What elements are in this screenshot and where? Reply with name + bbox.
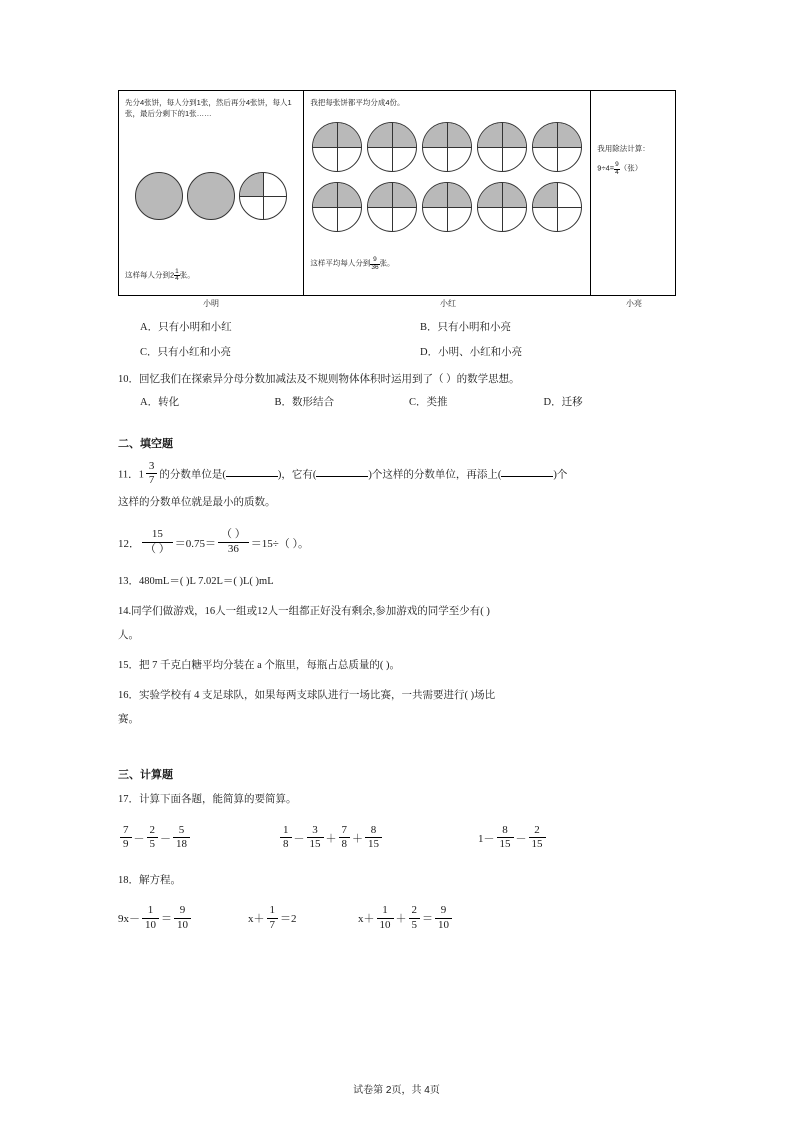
pie-full-1 <box>135 172 183 220</box>
conclusion-suffix: 张。 <box>179 270 195 279</box>
fraction-numerator: 1 <box>280 824 292 839</box>
pie-full-2 <box>187 172 235 220</box>
fraction-denominator: 4 <box>615 168 619 176</box>
q16-line1: 16．实验学校有 4 支足球队，如果每两支球队进行一场比赛，一共需要进行( )场比 <box>118 690 496 702</box>
q11-t1: 的分数单位是( <box>159 469 226 481</box>
pie-r2-4 <box>477 182 527 232</box>
fraction-denominator: 15 <box>499 838 511 851</box>
q11-blank-3[interactable] <box>501 476 553 477</box>
fraction-numerator: 5 <box>173 824 190 839</box>
fraction-numerator: 9 <box>370 257 379 265</box>
q9-option-c[interactable]: C．只有小红和小亮 <box>140 346 232 358</box>
xiaoming-description: 先分4张饼，每人分到1张，然后再分4张饼，每人1张，最后分剩下的1张…… <box>125 98 292 119</box>
pie-r2-3 <box>422 182 472 232</box>
fraction-denominator: 7 <box>148 474 155 487</box>
q11-blank-1[interactable] <box>226 476 278 477</box>
fraction-numerator: 3 <box>307 824 324 839</box>
xiaoliang-description: 我用除法计算： <box>597 144 650 153</box>
fraction-denominator: 36 <box>227 542 239 555</box>
q17-text: 17．计算下面各题，能简算的要简算。 <box>118 794 297 806</box>
expression-suffix: （张） <box>619 163 643 173</box>
xiaohong-diagram <box>304 108 590 283</box>
q10-option-b[interactable]: B．数形结合 <box>274 396 335 408</box>
q11-fraction <box>146 460 158 489</box>
q11-number: 11． <box>118 469 139 481</box>
label-xiaoming: 小明 <box>203 298 219 308</box>
pie-r2-1 <box>312 182 362 232</box>
q11-t3: )个这样的分数单位，再添上( <box>368 469 502 481</box>
fraction-numerator[interactable]: （ ） <box>218 528 249 543</box>
q12-row <box>118 529 678 558</box>
operator: － <box>160 832 171 845</box>
xiaohong-description: 我把每张饼都平均分成4份。 <box>310 98 405 107</box>
section-calculation-title: 三、计算题 <box>118 769 173 782</box>
q12-fraction-1 <box>142 528 173 557</box>
operator: 1－ <box>478 832 495 845</box>
q17-expr-1 <box>118 825 278 854</box>
q10-option-d[interactable]: D．迁移 <box>543 396 583 408</box>
xiaoming-diagram <box>119 120 303 295</box>
q9-option-a[interactable]: A．只有小明和小红 <box>140 321 232 333</box>
q18-expr-2: x＋ $\frac{1}{7}$ ＝2 <box>248 904 297 932</box>
fraction-denominator: 18 <box>176 838 187 851</box>
fraction-denominator: 4 <box>175 275 179 282</box>
fraction-numerator: 2 <box>529 824 546 839</box>
q11-whole: 1 <box>138 469 144 481</box>
fraction-denominator: 15 <box>309 838 321 851</box>
q17-expr-2 <box>278 825 478 854</box>
q10-option-c[interactable]: C．类推 <box>409 396 448 408</box>
fraction-numerator: 7 <box>339 824 351 839</box>
operator: － <box>133 832 145 845</box>
q9-options-row2 <box>118 344 678 359</box>
comparison-figure <box>118 90 676 296</box>
q10-option-a[interactable]: A．转化 <box>140 396 180 408</box>
fraction-denominator: 5 <box>149 838 155 851</box>
xiaoliang-expression <box>591 154 675 176</box>
q18-text: 18．解方程。 <box>118 875 181 887</box>
q11-t4: )个 <box>553 469 568 481</box>
q18-expr-3: x＋ $\frac{1}{10}$ ＋ $\frac{2}{5}$ ＝ $\frac{9}{10}$ <box>358 905 454 934</box>
section-fill-blank-title: 二、填空题 <box>118 437 173 450</box>
q9-option-b[interactable]: B．只有小明和小亮 <box>420 321 512 333</box>
q12-number: 12． <box>118 538 140 551</box>
pie-r1-1 <box>312 122 362 172</box>
operator: － <box>293 832 305 845</box>
conclusion-whole: 2 <box>170 270 175 279</box>
fraction-denominator: 36 <box>371 263 379 271</box>
q18-expr-1: 9x－ $\frac{1}{10}$ ＝ $\frac{9}{10}$ <box>118 905 248 934</box>
q12-mid-1: ＝0.75＝ <box>174 538 216 551</box>
fraction-denominator[interactable]: （ ） <box>145 542 170 555</box>
q14-line2: 人。 <box>118 629 139 641</box>
figure-labels <box>118 298 676 309</box>
q11-blank-2[interactable] <box>316 476 368 477</box>
conclusion-fraction <box>370 257 379 271</box>
fraction-numerator: 3 <box>146 460 158 475</box>
q12-mid-2: ＝15÷（ ）。 <box>250 538 310 551</box>
conclusion-prefix: 这样平均每人分到 <box>310 258 371 268</box>
divider-vertical <box>263 173 264 219</box>
conclusion-suffix: 张。 <box>379 258 395 268</box>
q12-fraction-2 <box>218 528 249 557</box>
figure-column-xiaoliang <box>591 91 675 295</box>
q15-text: 15．把 7 千克白糖平均分装在 a 个瓶里，每瓶占总质量的( )。 <box>118 660 401 672</box>
fraction-numerator: 8 <box>365 824 382 839</box>
q11-t2: )，它有( <box>277 469 317 481</box>
page-content <box>118 90 678 934</box>
q10-options <box>118 394 678 409</box>
figure-column-xiaohong <box>304 91 591 295</box>
fraction-numerator: 15 <box>142 528 173 543</box>
fraction-denominator: 8 <box>283 838 289 851</box>
shaded-quarter <box>240 173 263 196</box>
q17-expressions <box>118 825 678 854</box>
q16-line2: 赛。 <box>118 714 139 726</box>
pie-r1-3 <box>422 122 472 172</box>
pie-r2-5 <box>532 182 582 232</box>
q18-expressions <box>118 905 678 934</box>
fraction-numerator: 8 <box>497 824 514 839</box>
conclusion-prefix: 这样每人分到 <box>125 270 170 279</box>
label-xiaoliang: 小亮 <box>626 298 642 308</box>
fraction-numerator: 1 <box>175 267 179 275</box>
q13-text: 13．480mL＝( )L 7.02L＝( )L( )mL <box>118 575 274 587</box>
fraction-numerator: 7 <box>120 824 132 839</box>
q14-line1: 14.同学们做游戏，16人一组或12人一组都正好没有剩余,参加游戏的同学至少有( ) <box>118 605 490 617</box>
fraction-denominator: 15 <box>368 838 379 851</box>
pie-r2-2 <box>367 182 417 232</box>
q9-option-d[interactable]: D．小明、小红和小亮 <box>420 346 523 358</box>
xiaohong-conclusion <box>304 257 400 277</box>
q10-text: 10．回忆我们在探索异分母分数加减法及不规则物体体积时运用到了（ ）的数学思想。 <box>118 373 520 385</box>
operator: － <box>515 832 527 845</box>
operator: ＋ <box>325 832 337 845</box>
q17-expr-3 <box>478 825 548 854</box>
fraction-numerator: 9 <box>615 161 619 169</box>
q9-options-row1 <box>118 319 678 334</box>
xiaoming-conclusion <box>119 269 201 289</box>
page-footer: 试卷第 2页，共 4页 <box>353 1085 440 1096</box>
operator: ＋ <box>352 832 363 845</box>
q11-line2: 这样的分数单位就是最小的质数。 <box>118 497 276 508</box>
pie-r1-2 <box>367 122 417 172</box>
pie-quarter <box>239 172 287 220</box>
pie-r1-4 <box>477 122 527 172</box>
label-xiaohong: 小红 <box>440 298 456 308</box>
expression-prefix: 9÷4= <box>597 163 615 173</box>
figure-column-xiaoming <box>119 91 304 295</box>
fraction-denominator: 8 <box>341 838 347 851</box>
fraction-denominator: 15 <box>531 838 543 851</box>
fraction-denominator: 9 <box>123 838 129 851</box>
q11-line1 <box>118 461 678 490</box>
fraction-numerator: 2 <box>147 824 159 839</box>
pie-r1-5 <box>532 122 582 172</box>
xiaoliang-diagram <box>591 91 675 266</box>
